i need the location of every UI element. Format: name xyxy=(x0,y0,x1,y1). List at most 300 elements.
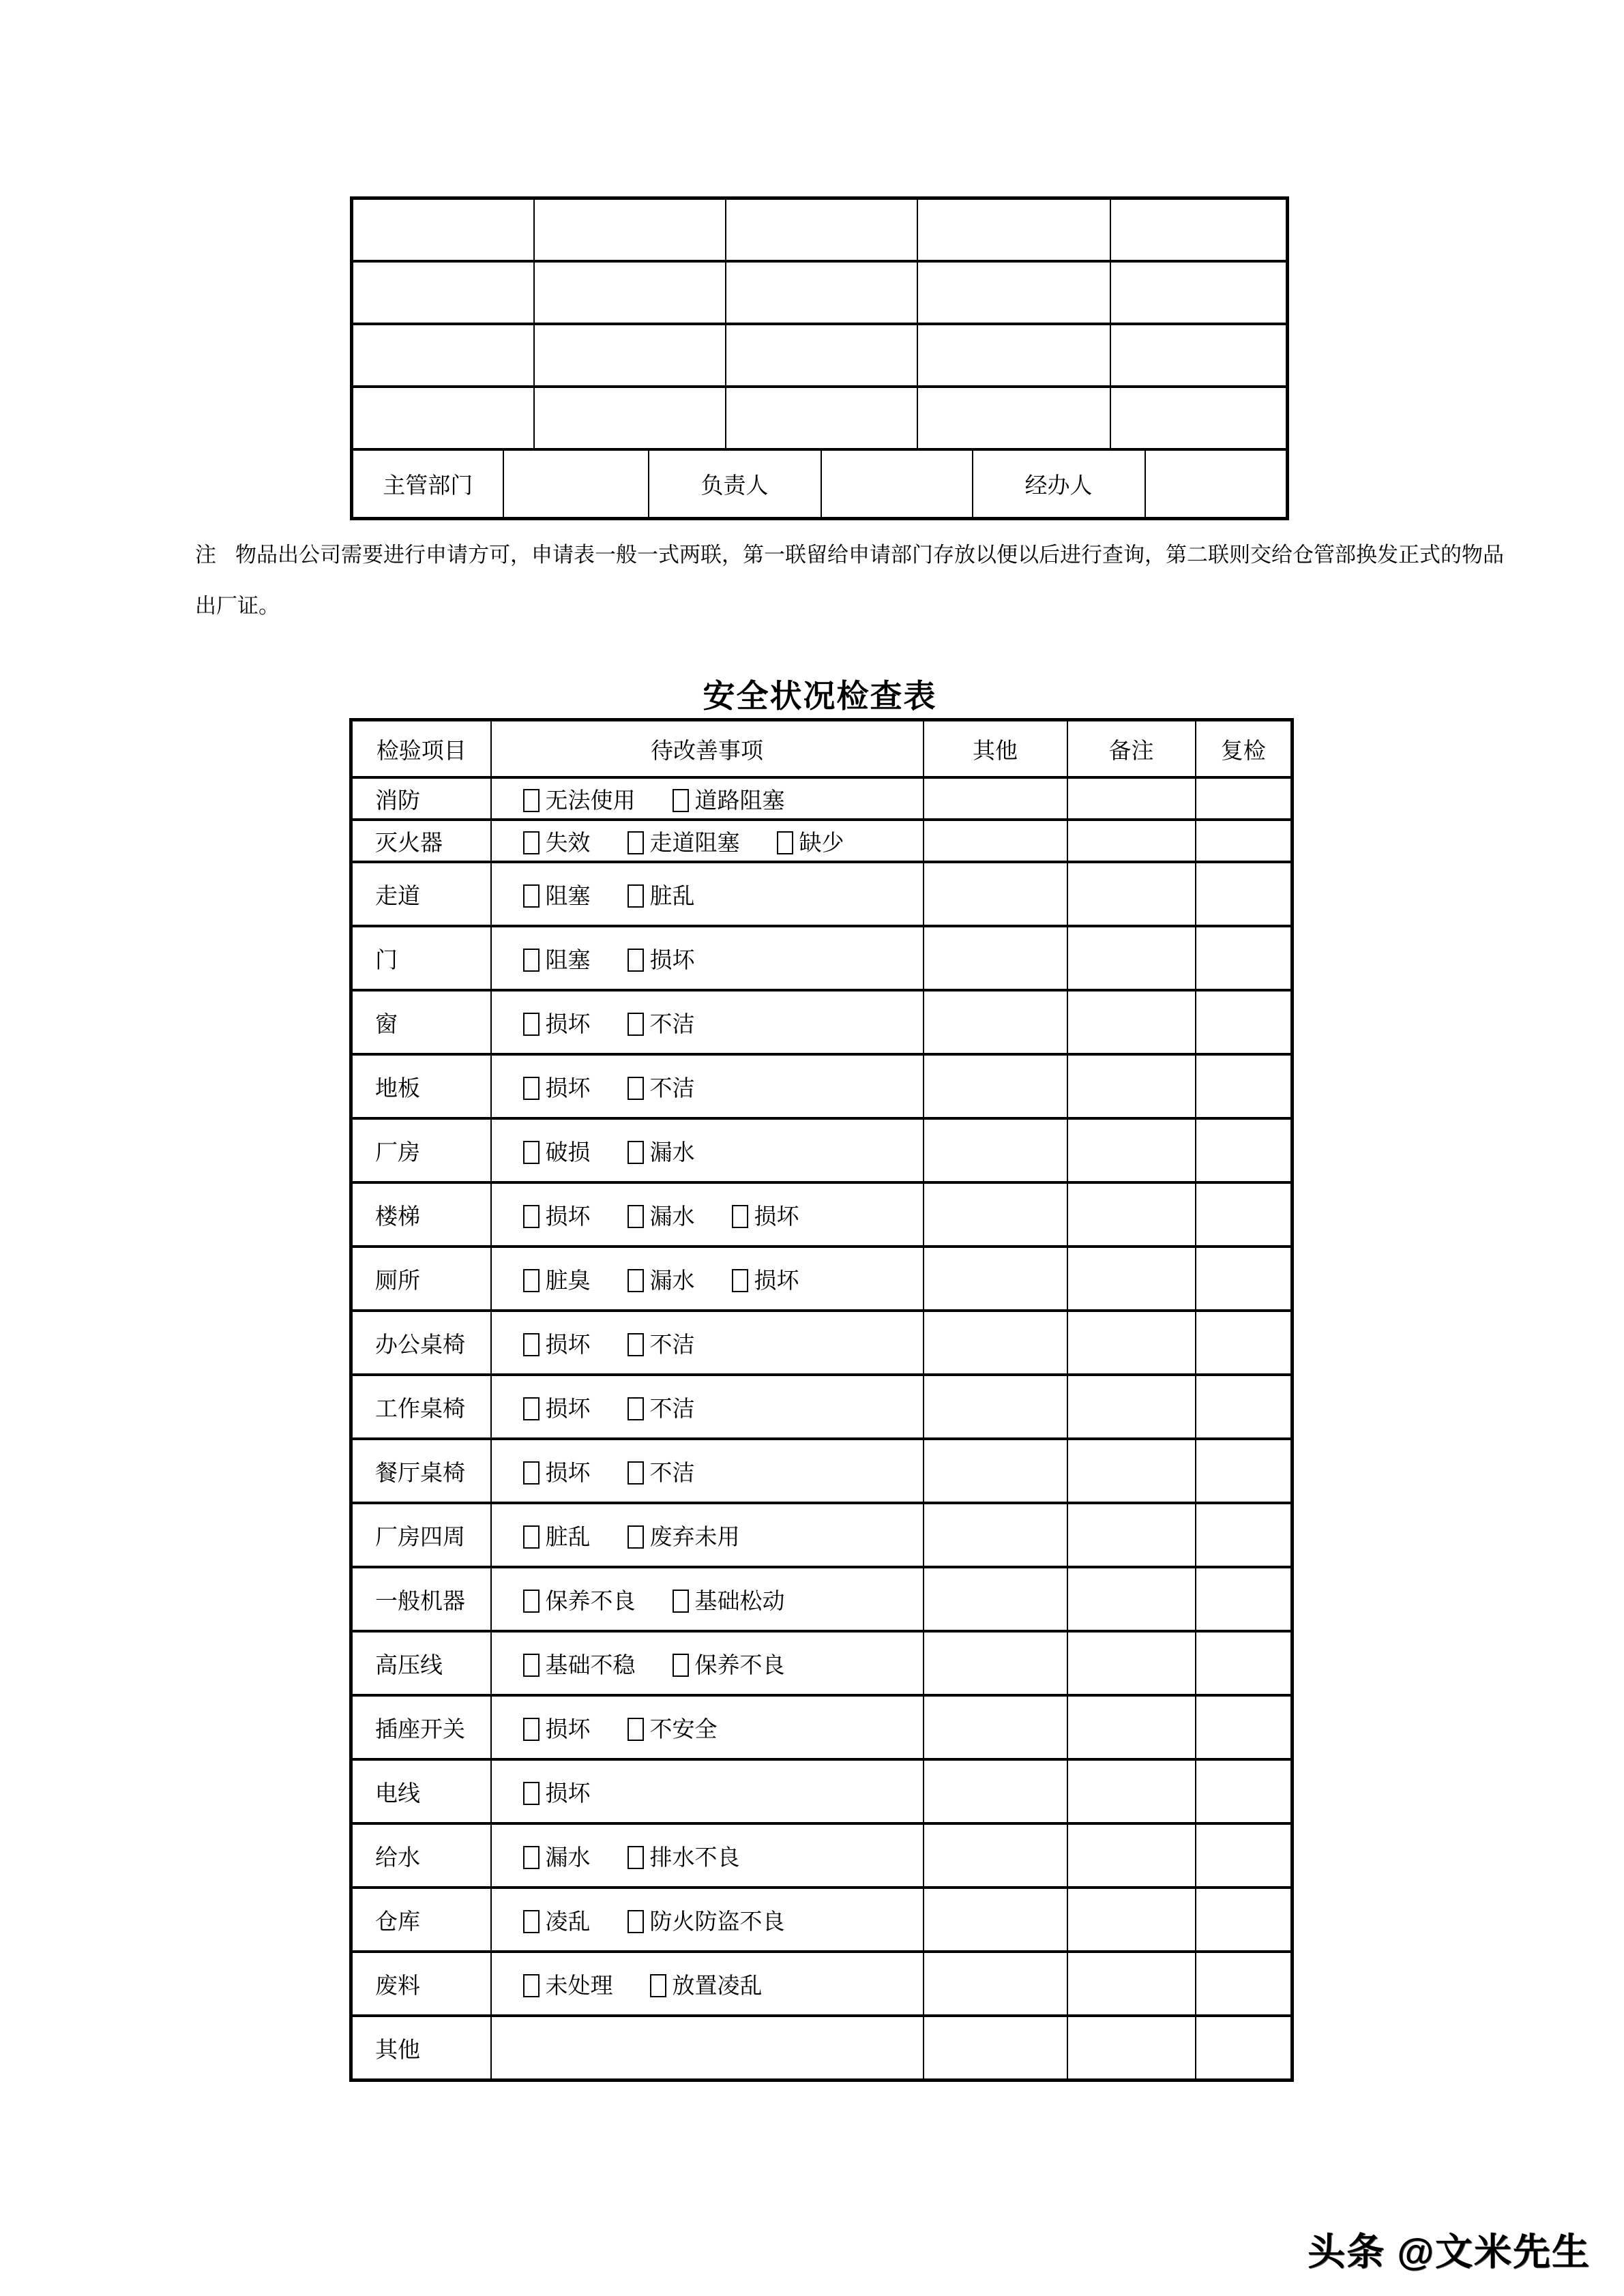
improvement-option xyxy=(673,1583,785,1615)
improvement-items-cell xyxy=(491,1182,924,1247)
approval-empty-row xyxy=(352,387,1288,449)
checkbox-icon xyxy=(523,1718,540,1741)
inspection-row xyxy=(351,1439,1293,1503)
checkbox-icon xyxy=(523,1654,540,1677)
improvement-option xyxy=(523,1712,591,1744)
improvement-option xyxy=(523,1263,591,1295)
improvement-option xyxy=(523,1199,591,1231)
improvement-items-cell xyxy=(491,1695,924,1759)
remark-cell xyxy=(1067,990,1196,1054)
inspection-row xyxy=(351,990,1293,1054)
approval-footer-table xyxy=(350,451,1289,520)
remark-cell xyxy=(1067,1439,1196,1503)
improvement-option xyxy=(523,1583,636,1615)
improvement-items-cell xyxy=(491,862,924,926)
other-cell xyxy=(924,1182,1067,1247)
improvement-items-cell xyxy=(491,1567,924,1631)
other-cell xyxy=(924,1759,1067,1823)
checkbox-icon xyxy=(523,1846,540,1869)
checkbox-icon xyxy=(673,1654,689,1677)
improvement-option-label: 排水不良 xyxy=(649,1845,740,1870)
checkbox-icon xyxy=(523,1141,540,1164)
other-cell xyxy=(924,1054,1067,1118)
improvement-option xyxy=(628,1519,740,1551)
checkbox-icon xyxy=(777,831,793,854)
checkbox-icon xyxy=(628,1397,644,1420)
improvement-option-label: 不洁 xyxy=(649,1461,695,1486)
approval-empty-cell xyxy=(352,324,534,387)
approval-footer-blank xyxy=(821,451,973,519)
improvement-option-label: 放置凌乱 xyxy=(672,1973,763,1999)
remark-cell xyxy=(1067,1311,1196,1375)
checkbox-icon xyxy=(650,1974,666,1997)
recheck-cell xyxy=(1196,1567,1293,1631)
improvement-option-label: 损坏 xyxy=(545,1204,591,1229)
improvement-option xyxy=(732,1263,799,1295)
other-cell xyxy=(924,1695,1067,1759)
improvement-items-cell xyxy=(491,926,924,990)
inspection-item-label: 消防 xyxy=(351,777,491,820)
approval-empty-row xyxy=(352,324,1288,387)
recheck-cell xyxy=(1196,1439,1293,1503)
other-cell xyxy=(924,1503,1067,1567)
improvement-option xyxy=(628,1840,740,1872)
checkbox-icon xyxy=(732,1205,748,1228)
page-title: 安全状况检查表 xyxy=(703,679,937,715)
other-cell xyxy=(924,1567,1067,1631)
checkbox-icon xyxy=(628,884,644,908)
approval-empty-cell xyxy=(534,261,726,324)
recheck-cell xyxy=(1196,990,1293,1054)
inspection-row xyxy=(351,2016,1293,2081)
inspection-item-label: 其他 xyxy=(351,2016,491,2081)
improvement-option xyxy=(523,1327,591,1359)
recheck-cell xyxy=(1196,862,1293,926)
inspection-row xyxy=(351,1311,1293,1375)
approval-empty-cell xyxy=(1110,261,1288,324)
checkbox-icon xyxy=(628,1077,644,1100)
improvement-option xyxy=(523,1776,591,1808)
inspection-item-label: 办公桌椅 xyxy=(351,1311,491,1375)
checkbox-icon xyxy=(523,1461,540,1485)
improvement-option xyxy=(628,1391,695,1423)
checkbox-icon xyxy=(628,1846,644,1869)
improvement-option xyxy=(732,1199,799,1231)
improvement-option-label: 损坏 xyxy=(754,1268,799,1294)
improvement-option-label: 脏乱 xyxy=(545,1525,591,1550)
remark-cell xyxy=(1067,1247,1196,1311)
improvement-option-label: 损坏 xyxy=(545,1461,591,1486)
checkbox-icon xyxy=(523,1333,540,1356)
checkbox-icon xyxy=(523,1525,540,1549)
improvement-option xyxy=(523,1904,591,1936)
recheck-cell xyxy=(1196,1247,1293,1311)
improvement-option-label: 漏水 xyxy=(545,1845,591,1870)
checkbox-icon xyxy=(523,831,540,854)
checkbox-icon xyxy=(628,1269,644,1292)
recheck-cell xyxy=(1196,1823,1293,1888)
inspection-item-label: 地板 xyxy=(351,1054,491,1118)
inspection-row xyxy=(351,862,1293,926)
checkbox-icon xyxy=(523,1269,540,1292)
remark-cell xyxy=(1067,926,1196,990)
recheck-cell xyxy=(1196,1375,1293,1439)
improvement-items-cell xyxy=(491,1311,924,1375)
improvement-option-label: 不安全 xyxy=(649,1717,718,1742)
inspection-table xyxy=(349,718,1294,2082)
improvement-option-label: 脏臭 xyxy=(545,1268,591,1294)
inspection-item-label: 一般机器 xyxy=(351,1567,491,1631)
approval-footer-label: 经办人 xyxy=(973,451,1145,519)
other-cell xyxy=(924,1888,1067,1952)
checkbox-icon xyxy=(628,1205,644,1228)
column-header: 复检 xyxy=(1196,720,1293,778)
other-cell xyxy=(924,1823,1067,1888)
inspection-row xyxy=(351,1503,1293,1567)
column-header: 其他 xyxy=(924,720,1067,778)
other-cell xyxy=(924,990,1067,1054)
improvement-option-label: 脏乱 xyxy=(649,884,695,909)
approval-empty-cell xyxy=(534,387,726,449)
remark-cell xyxy=(1067,777,1196,820)
improvement-option-label: 废弃未用 xyxy=(649,1525,740,1550)
improvement-option xyxy=(628,825,740,857)
recheck-cell xyxy=(1196,1888,1293,1952)
approval-empty-cell xyxy=(917,324,1110,387)
improvement-option xyxy=(523,942,591,974)
remark-cell xyxy=(1067,1695,1196,1759)
watermark-text: 头条 @文米先生 xyxy=(1308,2231,1591,2273)
improvement-option-label: 漏水 xyxy=(649,1140,695,1165)
improvement-option xyxy=(523,1071,591,1103)
improvement-option-label: 基础不稳 xyxy=(545,1653,636,1678)
remark-cell xyxy=(1067,1182,1196,1247)
inspection-item-label: 给水 xyxy=(351,1823,491,1888)
improvement-option-label: 凌乱 xyxy=(545,1909,591,1935)
improvement-option-label: 失效 xyxy=(545,831,591,856)
improvement-option-label: 漏水 xyxy=(649,1268,695,1294)
remark-cell xyxy=(1067,1054,1196,1118)
other-cell xyxy=(924,777,1067,820)
recheck-cell xyxy=(1196,1695,1293,1759)
improvement-option-label: 缺少 xyxy=(799,831,844,856)
improvement-option xyxy=(650,1968,763,2000)
improvement-option-label: 未处理 xyxy=(545,1973,613,1999)
note-text-line2: 出厂证。 xyxy=(195,594,280,618)
checkbox-icon xyxy=(523,1910,540,1933)
inspection-item-label: 厕所 xyxy=(351,1247,491,1311)
approval-empty-row xyxy=(352,198,1288,262)
remark-cell xyxy=(1067,1503,1196,1567)
other-cell xyxy=(924,1247,1067,1311)
recheck-cell xyxy=(1196,1759,1293,1823)
improvement-option-label: 损坏 xyxy=(545,1332,591,1358)
remark-cell xyxy=(1067,820,1196,862)
improvement-option xyxy=(628,1199,695,1231)
other-cell xyxy=(924,1118,1067,1182)
improvement-option-label: 漏水 xyxy=(649,1204,695,1229)
inspection-header-row xyxy=(351,720,1293,778)
inspection-item-label: 工作桌椅 xyxy=(351,1375,491,1439)
other-cell xyxy=(924,862,1067,926)
improvement-option-label: 损坏 xyxy=(545,1397,591,1422)
remark-cell xyxy=(1067,1631,1196,1695)
improvement-option xyxy=(628,1007,695,1039)
inspection-row xyxy=(351,1375,1293,1439)
recheck-cell xyxy=(1196,1054,1293,1118)
improvement-option-label: 损坏 xyxy=(545,1781,591,1806)
inspection-item-label: 电线 xyxy=(351,1759,491,1823)
inspection-row xyxy=(351,1695,1293,1759)
improvement-items-cell xyxy=(491,1247,924,1311)
inspection-row xyxy=(351,1054,1293,1118)
improvement-option-label: 损坏 xyxy=(649,948,695,973)
approval-empty-cell xyxy=(917,261,1110,324)
approval-empty-cell xyxy=(534,324,726,387)
improvement-option xyxy=(628,1327,695,1359)
improvement-option xyxy=(523,783,636,815)
recheck-cell xyxy=(1196,1952,1293,2016)
inspection-item-label: 灭火器 xyxy=(351,820,491,862)
improvement-items-cell xyxy=(491,1631,924,1695)
inspection-item-label: 仓库 xyxy=(351,1888,491,1952)
approval-empty-row xyxy=(352,261,1288,324)
improvement-option xyxy=(628,1712,718,1744)
approval-empty-cell xyxy=(726,324,917,387)
recheck-cell xyxy=(1196,926,1293,990)
inspection-row xyxy=(351,926,1293,990)
improvement-option xyxy=(628,878,695,910)
improvement-option xyxy=(777,825,844,857)
checkbox-icon xyxy=(628,1525,644,1549)
approval-empty-cell xyxy=(917,387,1110,449)
inspection-item-label: 插座开关 xyxy=(351,1695,491,1759)
checkbox-icon xyxy=(523,1397,540,1420)
checkbox-icon xyxy=(523,789,540,812)
inspection-row xyxy=(351,777,1293,820)
other-cell xyxy=(924,820,1067,862)
inspection-row xyxy=(351,820,1293,862)
improvement-option-label: 阻塞 xyxy=(545,948,591,973)
improvement-option xyxy=(523,1648,636,1680)
improvement-items-cell xyxy=(491,1503,924,1567)
approval-footer-blank xyxy=(503,451,649,519)
inspection-item-label: 厂房 xyxy=(351,1118,491,1182)
improvement-option-label: 保养不良 xyxy=(545,1589,636,1614)
other-cell xyxy=(924,926,1067,990)
checkbox-icon xyxy=(628,831,644,854)
checkbox-icon xyxy=(523,884,540,908)
recheck-cell xyxy=(1196,820,1293,862)
remark-cell xyxy=(1067,1952,1196,2016)
approval-empty-cell xyxy=(726,198,917,262)
improvement-items-cell xyxy=(491,820,924,862)
improvement-option-label: 损坏 xyxy=(545,1076,591,1101)
inspection-row xyxy=(351,1182,1293,1247)
inspection-item-label: 废料 xyxy=(351,1952,491,2016)
improvement-option xyxy=(523,825,591,857)
recheck-cell xyxy=(1196,777,1293,820)
improvement-option xyxy=(628,1904,785,1936)
other-cell xyxy=(924,1375,1067,1439)
improvement-option-label: 损坏 xyxy=(545,1717,591,1742)
improvement-option-label: 道路阻塞 xyxy=(694,788,785,814)
other-cell xyxy=(924,1952,1067,2016)
improvement-items-cell xyxy=(491,1439,924,1503)
checkbox-icon xyxy=(673,789,689,812)
note-paragraph xyxy=(195,541,1552,620)
improvement-items-cell xyxy=(491,777,924,820)
remark-cell xyxy=(1067,2016,1196,2081)
checkbox-icon xyxy=(673,1590,689,1613)
checkbox-icon xyxy=(628,1141,644,1164)
improvement-option xyxy=(628,1071,695,1103)
improvement-option xyxy=(628,1455,695,1487)
improvement-option-label: 不洁 xyxy=(649,1012,695,1037)
approval-empty-cell xyxy=(352,261,534,324)
improvement-option-label: 走道阻塞 xyxy=(649,831,740,856)
inspection-item-label: 走道 xyxy=(351,862,491,926)
inspection-item-label: 厂房四周 xyxy=(351,1503,491,1567)
inspection-item-label: 楼梯 xyxy=(351,1182,491,1247)
inspection-row xyxy=(351,1823,1293,1888)
improvement-option xyxy=(523,1455,591,1487)
recheck-cell xyxy=(1196,1631,1293,1695)
checkbox-icon xyxy=(523,1974,540,1997)
approval-empty-cell xyxy=(726,387,917,449)
improvement-items-cell xyxy=(491,1888,924,1952)
improvement-option xyxy=(628,942,695,974)
checkbox-icon xyxy=(628,1461,644,1485)
improvement-option xyxy=(523,1968,613,2000)
note-line1 xyxy=(195,543,1504,567)
approval-table xyxy=(350,196,1286,520)
checkbox-icon xyxy=(628,1013,644,1036)
remark-cell xyxy=(1067,1375,1196,1439)
approval-empty-cell xyxy=(917,198,1110,262)
remark-cell xyxy=(1067,862,1196,926)
approval-footer-blank xyxy=(1145,451,1288,519)
other-cell xyxy=(924,1311,1067,1375)
improvement-option-label: 防火防盗不良 xyxy=(649,1909,785,1935)
remark-cell xyxy=(1067,1118,1196,1182)
improvement-items-cell xyxy=(491,1375,924,1439)
approval-empty-cell xyxy=(1110,198,1288,262)
improvement-option-label: 基础松动 xyxy=(694,1589,785,1614)
improvement-option-label: 保养不良 xyxy=(694,1653,785,1678)
checkbox-icon xyxy=(628,949,644,972)
checkbox-icon xyxy=(523,1077,540,1100)
remark-cell xyxy=(1067,1759,1196,1823)
recheck-cell xyxy=(1196,1118,1293,1182)
improvement-items-cell xyxy=(491,1118,924,1182)
improvement-option-label: 损坏 xyxy=(754,1204,799,1229)
note-marker: 注 xyxy=(195,543,216,567)
improvement-option xyxy=(628,1135,695,1167)
improvement-option xyxy=(523,1519,591,1551)
checkbox-icon xyxy=(628,1718,644,1741)
approval-grid-table xyxy=(350,196,1289,451)
improvement-items-cell xyxy=(491,2016,924,2081)
inspection-item-label: 门 xyxy=(351,926,491,990)
checkbox-icon xyxy=(523,949,540,972)
improvement-items-cell xyxy=(491,1952,924,2016)
improvement-option-label: 破损 xyxy=(545,1140,591,1165)
inspection-item-label: 窗 xyxy=(351,990,491,1054)
improvement-option-label: 不洁 xyxy=(649,1332,695,1358)
recheck-cell xyxy=(1196,1311,1293,1375)
improvement-option-label: 不洁 xyxy=(649,1076,695,1101)
other-cell xyxy=(924,1439,1067,1503)
inspection-row xyxy=(351,1118,1293,1182)
approval-empty-cell xyxy=(726,261,917,324)
inspection-row xyxy=(351,1952,1293,2016)
approval-empty-cell xyxy=(1110,387,1288,449)
approval-empty-cell xyxy=(352,387,534,449)
note-text-line1: 物品出公司需要进行申请方可，申请表一般一式两联，第一联留给申请部门存放以便以后进行查询，第二联则交给仓管部换发正式的物品 xyxy=(235,543,1504,567)
inspection-item-label: 餐厅桌椅 xyxy=(351,1439,491,1503)
improvement-option xyxy=(673,783,785,815)
improvement-option xyxy=(673,1648,785,1680)
approval-footer-label: 主管部门 xyxy=(352,451,503,519)
improvement-option-label: 损坏 xyxy=(545,1012,591,1037)
approval-footer-row xyxy=(352,451,1288,519)
other-cell xyxy=(924,2016,1067,2081)
recheck-cell xyxy=(1196,2016,1293,2081)
checkbox-icon xyxy=(523,1590,540,1613)
column-header: 检验项目 xyxy=(351,720,491,778)
inspection-row xyxy=(351,1759,1293,1823)
checkbox-icon xyxy=(732,1269,748,1292)
improvement-option xyxy=(523,1391,591,1423)
improvement-option-label: 无法使用 xyxy=(545,788,636,814)
improvement-items-cell xyxy=(491,1823,924,1888)
improvement-option xyxy=(523,878,591,910)
recheck-cell xyxy=(1196,1182,1293,1247)
improvement-option xyxy=(628,1263,695,1295)
remark-cell xyxy=(1067,1567,1196,1631)
remark-cell xyxy=(1067,1888,1196,1952)
improvement-option-label: 不洁 xyxy=(649,1397,695,1422)
approval-empty-cell xyxy=(534,198,726,262)
approval-empty-cell xyxy=(1110,324,1288,387)
recheck-cell xyxy=(1196,1503,1293,1567)
improvement-items-cell xyxy=(491,1759,924,1823)
checkbox-icon xyxy=(628,1333,644,1356)
improvement-items-cell xyxy=(491,990,924,1054)
improvement-items-cell xyxy=(491,1054,924,1118)
checkbox-icon xyxy=(523,1782,540,1805)
improvement-option xyxy=(523,1007,591,1039)
checkbox-icon xyxy=(523,1013,540,1036)
approval-empty-cell xyxy=(352,198,534,262)
checkbox-icon xyxy=(523,1205,540,1228)
inspection-row xyxy=(351,1567,1293,1631)
other-cell xyxy=(924,1631,1067,1695)
inspection-item-label: 高压线 xyxy=(351,1631,491,1695)
inspection-row xyxy=(351,1888,1293,1952)
approval-footer-label: 负责人 xyxy=(649,451,821,519)
inspection-row xyxy=(351,1631,1293,1695)
inspection-row xyxy=(351,1247,1293,1311)
improvement-option xyxy=(523,1840,591,1872)
column-header: 备注 xyxy=(1067,720,1196,778)
improvement-option xyxy=(523,1135,591,1167)
column-header: 待改善事项 xyxy=(491,720,924,778)
remark-cell xyxy=(1067,1823,1196,1888)
checkbox-icon xyxy=(628,1910,644,1933)
improvement-option-label: 阻塞 xyxy=(545,884,591,909)
